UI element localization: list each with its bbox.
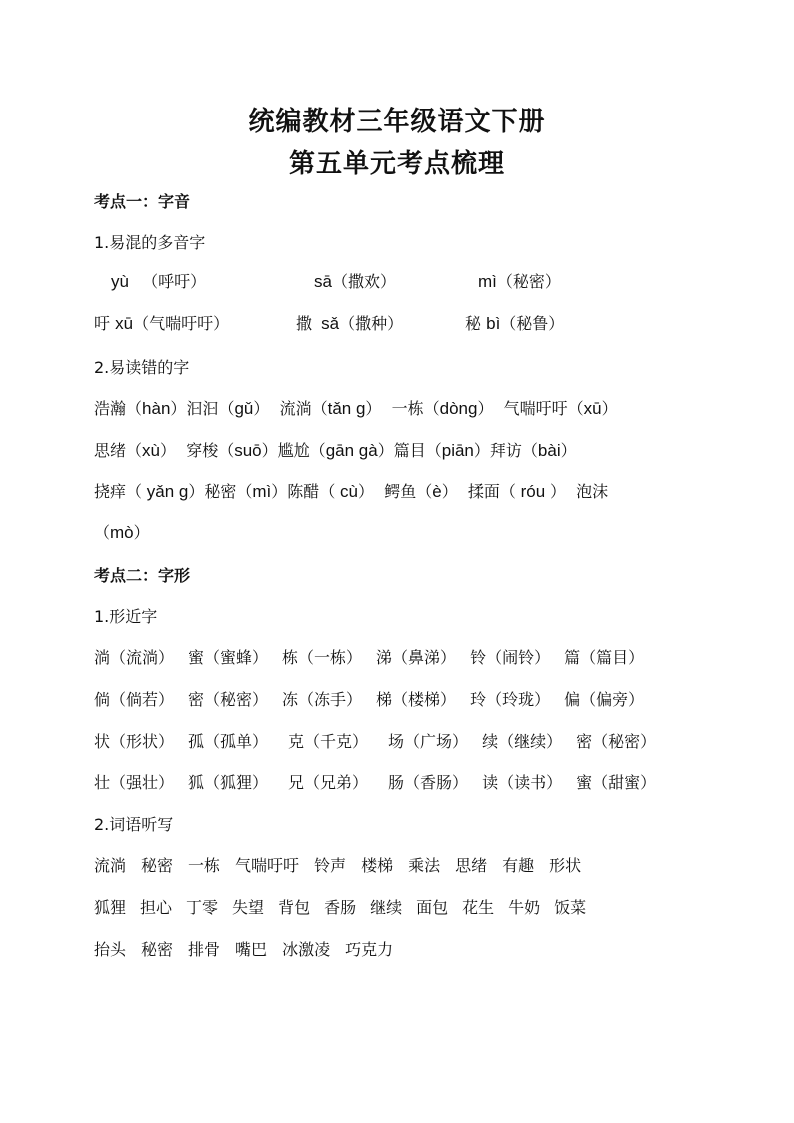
example-word: （撒欢）: [331, 272, 396, 291]
char-pair: 蜜（蜜蜂）: [188, 648, 269, 667]
misread-row-1: 浩瀚（hàn）汩汩（gǔ） 流淌（tǎn g） 一栋（dòng） 气喘吁吁（xū）: [94, 399, 618, 418]
char-pair: 壮（强壮）: [94, 773, 175, 792]
dictation-word: 继续: [370, 898, 403, 917]
char-pair: 铃（闹铃）: [470, 648, 551, 667]
word: 鳄鱼: [384, 482, 417, 501]
char-pair: 玲（玲珑）: [470, 690, 551, 709]
dictation-word: 狐狸: [94, 898, 127, 917]
similar-chars-row-2: [94, 689, 734, 711]
polyphonic-char: 秘: [465, 314, 482, 333]
dictation-word: 巧克力: [345, 940, 394, 959]
dictation-word: 排骨: [188, 940, 221, 959]
example-word: （撒种）: [339, 314, 404, 333]
dictation-word: 秘密: [141, 856, 174, 875]
dictation-word: 乘法: [408, 856, 441, 875]
char-pair: 肠（香肠）: [388, 773, 469, 792]
dictation-word: 楼梯: [361, 856, 394, 875]
dictation-word: 香肠: [324, 898, 357, 917]
word: 浩瀚: [94, 399, 127, 418]
char-pair: 狐（狐狸）: [188, 773, 269, 792]
pinyin: yù: [111, 272, 129, 291]
similar-chars-row-3: [94, 731, 734, 753]
word: 秘密: [204, 482, 237, 501]
pinyin: tǎn g: [327, 399, 366, 418]
char-pair: 兄（兄弟）: [288, 773, 369, 792]
word: 陈醋: [287, 482, 320, 501]
subheading-polyphonic: 1.易混的多音字: [94, 233, 206, 252]
char-pair: 篇（篇目）: [564, 648, 645, 667]
char-pair: 克（千克）: [288, 732, 369, 751]
document-subtitle: 第五单元考点梳理: [288, 149, 505, 179]
misread-row-3: 挠痒（ yǎn g）秘密（mì）陈醋（ cù） 鳄鱼（è） 揉面（ róu ） 泡沫: [94, 482, 609, 501]
polyphonic-char: 撒: [296, 314, 313, 333]
dictation-row-3: [94, 939, 734, 961]
char-pair: 倘（倘若）: [94, 690, 175, 709]
similar-chars-row-4: [94, 772, 734, 794]
char-pair: 场（广场）: [388, 732, 469, 751]
pinyin: gǔ: [234, 399, 254, 418]
pinyin: yǎn g: [142, 482, 189, 501]
misread-row-4: （mò）: [94, 523, 150, 542]
section-heading-glyph: 考点二：字形: [94, 566, 191, 585]
word: 泡沫: [576, 482, 609, 501]
dictation-word: 担心: [140, 898, 173, 917]
char-pair: 续（继续）: [482, 732, 563, 751]
pinyin: hàn: [142, 399, 171, 418]
dictation-word: 背包: [278, 898, 311, 917]
char-pair: 偏（偏旁）: [564, 690, 645, 709]
char-pair: 涕（鼻涕）: [376, 648, 457, 667]
pinyin: bài: [537, 441, 561, 460]
similar-chars-row-1: [94, 647, 734, 669]
pinyin: dòng: [439, 399, 478, 418]
pinyin: mì: [478, 272, 497, 291]
word: 气喘吁吁: [503, 399, 568, 418]
pinyin: bì: [486, 314, 501, 333]
word: 思绪: [94, 441, 127, 460]
word: 拜访: [489, 441, 522, 460]
pinyin: cù: [335, 482, 359, 501]
word: 一栋: [391, 399, 424, 418]
dictation-word: 秘密: [141, 940, 174, 959]
dictation-word: 流淌: [94, 856, 127, 875]
char-pair: 读（读书）: [482, 773, 563, 792]
char-pair: 密（秘密）: [188, 690, 269, 709]
pinyin: suō: [234, 441, 262, 460]
dictation-word: 思绪: [455, 856, 488, 875]
pinyin: sǎ: [321, 314, 340, 333]
pinyin: xù: [142, 441, 160, 460]
char-pair: 梯（楼梯）: [376, 690, 457, 709]
section-heading-pronunciation: 考点一：字音: [94, 192, 191, 211]
word: 流淌: [279, 399, 312, 418]
pinyin: róu: [515, 482, 550, 501]
subheading-similar-chars: 1.形近字: [94, 607, 158, 626]
example-word: （秘鲁）: [500, 314, 565, 333]
dictation-word: 失望: [232, 898, 265, 917]
example-word: （秘密）: [496, 272, 561, 291]
dictation-word: 一栋: [188, 856, 221, 875]
word: 揉面: [467, 482, 500, 501]
dictation-word: 牛奶: [508, 898, 541, 917]
word: 挠痒: [94, 482, 127, 501]
dictation-word: 有趣: [502, 856, 535, 875]
char-pair: 密（秘密）: [576, 732, 657, 751]
char-pair: 淌（流淌）: [94, 648, 175, 667]
dictation-word: 形状: [549, 856, 582, 875]
dictation-word: 冰激凌: [282, 940, 331, 959]
example-word: （气喘吁吁）: [133, 314, 230, 333]
pinyin: xū: [115, 314, 134, 333]
pinyin: è: [432, 482, 442, 501]
subheading-dictation: 2.词语听写: [94, 815, 174, 834]
pinyin: mì: [252, 482, 272, 501]
word: 篇目: [393, 441, 426, 460]
dictation-word: 饭菜: [554, 898, 587, 917]
pinyin: xū: [583, 399, 602, 418]
document-title: 统编教材三年级语文下册: [248, 107, 546, 137]
word: 穿梭: [186, 441, 219, 460]
polyphonic-char: 吁: [94, 314, 111, 333]
dictation-row-2: [94, 897, 734, 919]
pinyin: gān gà: [325, 441, 378, 460]
word: 尴尬: [277, 441, 310, 460]
pinyin: mò: [110, 523, 134, 542]
char-pair: 冻（冻手）: [282, 690, 363, 709]
word: 汩汩: [186, 399, 219, 418]
char-pair: 蜜（甜蜜）: [576, 773, 657, 792]
dictation-word: 抬头: [94, 940, 127, 959]
char-pair: 孤（孤单）: [188, 732, 269, 751]
polyphonic-row-2: [94, 315, 734, 339]
dictation-word: 嘴巴: [235, 940, 268, 959]
dictation-word: 面包: [416, 898, 449, 917]
char-pair: 栋（一栋）: [282, 648, 363, 667]
char-pair: 状（形状）: [94, 732, 175, 751]
subheading-misread: 2.易读错的字: [94, 358, 190, 377]
polyphonic-row-1: [94, 273, 734, 297]
dictation-word: 丁零: [186, 898, 219, 917]
dictation-word: 铃声: [314, 856, 347, 875]
pinyin: sā: [314, 272, 332, 291]
dictation-word: 气喘吁吁: [235, 856, 300, 875]
dictation-row-1: [94, 855, 734, 877]
example-word: （呼吁）: [142, 272, 207, 291]
dictation-word: 花生: [462, 898, 495, 917]
misread-row-2: 思绪（xù） 穿梭（suō）尴尬（gān gà）篇目（piān）拜访（bài）: [94, 441, 577, 460]
pinyin: piān: [441, 441, 474, 460]
